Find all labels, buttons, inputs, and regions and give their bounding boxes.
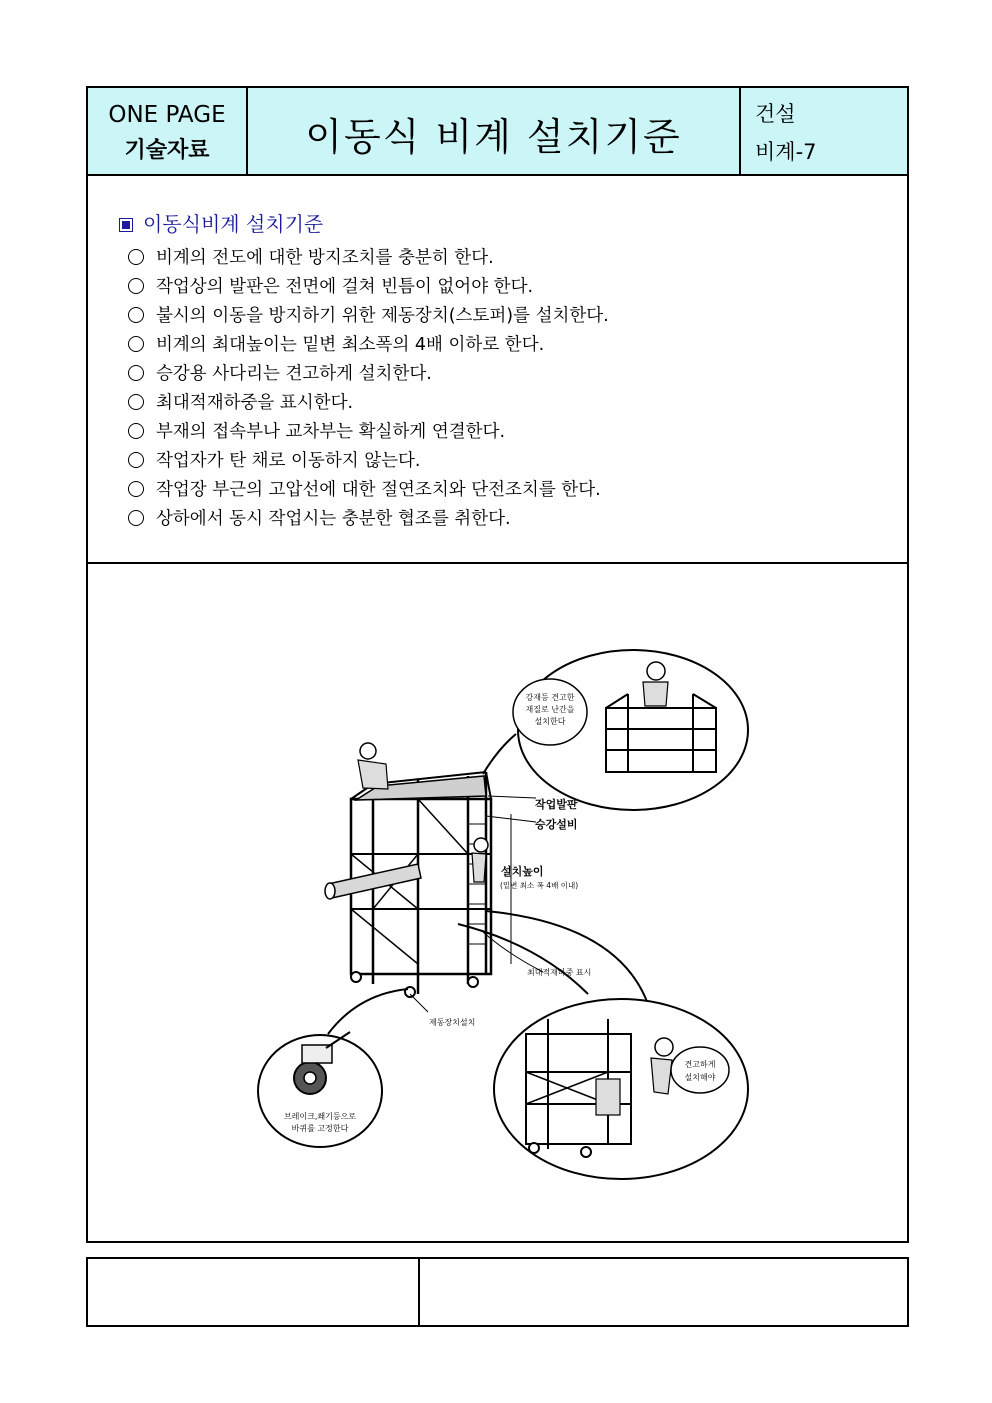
list-item: 부재의 접속부나 교차부는 확실하게 연결한다. [128, 418, 609, 447]
doc-type-line2: 기술자료 [124, 138, 210, 163]
circle-bullet-icon [128, 481, 144, 497]
figure-section [88, 564, 907, 1241]
svg-text:강재등 견고한: 강재등 견고한 [525, 693, 575, 702]
label-height: 설치높이 [501, 865, 544, 878]
circle-bullet-icon [128, 394, 144, 410]
label-height-note: (밑변 최소 폭 4배 이내) [500, 881, 579, 890]
list-item: 작업자가 탄 채로 이동하지 않는다. [128, 447, 609, 476]
section-title: 이동식비계 설치기준 [143, 212, 324, 236]
guideline-section [88, 174, 907, 564]
circle-bullet-icon [128, 510, 144, 526]
svg-text:재질로 난간을: 재질로 난간을 [525, 705, 575, 714]
circle-bullet-icon [128, 423, 144, 439]
doc-type-cell [88, 88, 248, 174]
guideline-list [128, 244, 609, 534]
footer-right-cell [420, 1259, 907, 1325]
list-item: 최대적재하중을 표시한다. [128, 389, 609, 418]
list-item: 승강용 사다리는 견고하게 설치한다. [128, 360, 609, 389]
callout-wheel-brake [258, 989, 408, 1147]
circle-bullet-icon [128, 249, 144, 265]
circle-bullet-icon [128, 336, 144, 352]
figure-labels [410, 796, 648, 1027]
label-ladder: 승강설비 [535, 818, 578, 831]
header [88, 88, 907, 176]
svg-text:설치한다: 설치한다 [534, 717, 566, 726]
circle-bullet-icon [128, 278, 144, 294]
svg-text:바퀴를 고정한다: 바퀴를 고정한다 [291, 1124, 349, 1133]
scaffold-illustration [88, 564, 907, 1241]
list-item: 불시의 이동을 방지하기 위한 제동장치(스토퍼)를 설치한다. [128, 302, 609, 331]
square-bullet-icon [119, 218, 133, 232]
circle-bullet-icon [128, 365, 144, 381]
list-item: 비계의 전도에 대한 방지조치를 충분히 한다. [128, 244, 609, 273]
doc-code: 비계-7 [755, 140, 817, 164]
svg-text:견고하게: 견고하게 [684, 1060, 716, 1069]
list-item: 상하에서 동시 작업시는 충분한 협조를 취한다. [128, 505, 609, 534]
svg-text:설치해야: 설치해야 [684, 1073, 716, 1082]
circle-bullet-icon [128, 307, 144, 323]
category-label: 건설 [755, 102, 796, 126]
label-brake: 제동장치설치 [429, 1018, 476, 1027]
list-item: 비계의 최대높이는 밑변 최소폭의 4배 이하로 한다. [128, 331, 609, 360]
circle-bullet-icon [128, 452, 144, 468]
callout-secure-install [494, 999, 748, 1179]
list-item: 작업상의 발판은 전면에 걸쳐 빈틈이 없어야 한다. [128, 273, 609, 302]
document-frame [86, 86, 909, 1243]
svg-text:브레이크,쐐기등으로: 브레이크,쐐기등으로 [283, 1112, 357, 1121]
section-heading [119, 208, 323, 237]
category-cell [741, 88, 907, 174]
label-load: 최대적재하중 표시 [527, 968, 592, 977]
callout-guardrail [483, 650, 748, 810]
list-item: 작업장 부근의 고압선에 대한 절연조치와 단전조치를 한다. [128, 476, 609, 505]
footer-table [86, 1257, 909, 1327]
doc-type-line1: ONE PAGE [108, 102, 226, 128]
footer-left-cell [88, 1259, 420, 1325]
title-cell [248, 88, 741, 174]
scaffold-tower [325, 743, 511, 997]
label-platform: 작업발판 [535, 798, 578, 811]
page-title: 이동식 비계 설치기준 [305, 115, 682, 159]
